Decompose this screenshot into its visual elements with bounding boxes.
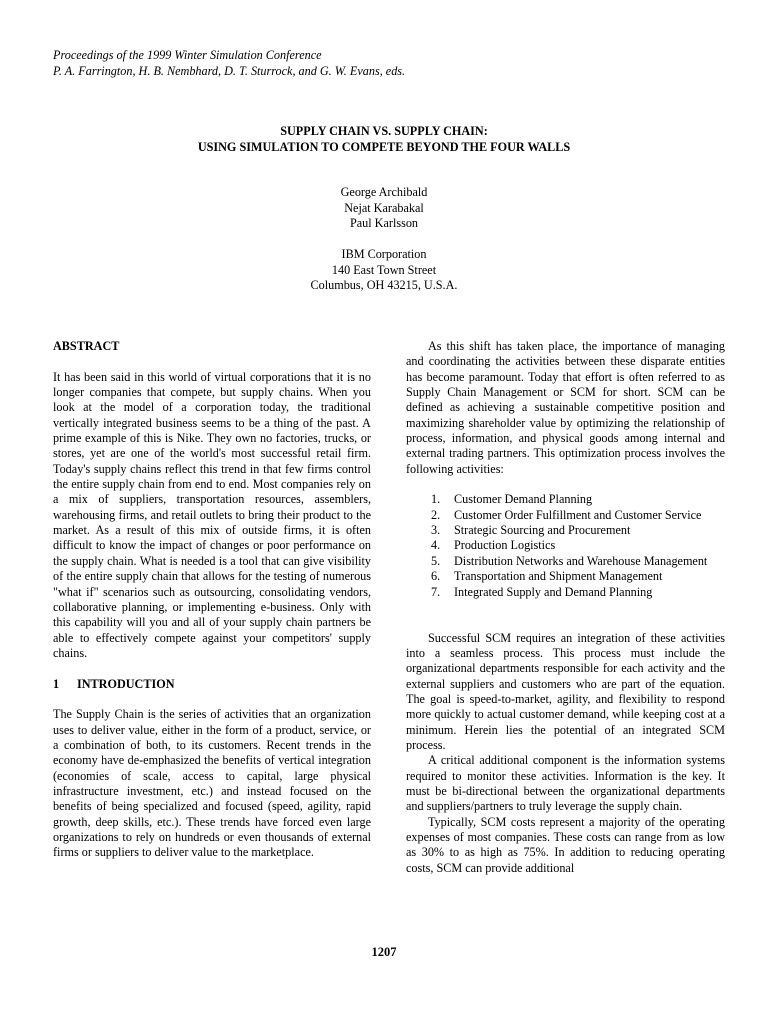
author-name: George Archibald [340, 185, 428, 199]
list-item: 6. Transportation and Shipment Management [431, 569, 663, 584]
running-header [53, 48, 405, 79]
section-title: INTRODUCTION [77, 676, 175, 691]
list-item: 2. Customer Order Fulfillment and Customer Service [431, 507, 702, 522]
paper-title [0, 123, 768, 155]
right-column [406, 339, 725, 876]
introduction-text: The Supply Chain is the series of activities that an organization uses to deliver value, either in the form of a product, service, or a combination of both, to its customers. Recent trends in the economy have de-emphasized the benefits of vertical integration (economies of scale, access to capital, large physical infrastructure investment, etc.) and instead focused on the benefits of being specialized and focused (speed, agility, rapid growth, deep skills, etc.). These trends have forced even large organizations to rely on hundreds or even thousands of external firms or suppliers to deliver value to the marketplace. [53, 707, 371, 860]
list-item: 3. Strategic Sourcing and Procurement [431, 523, 631, 538]
title-line-2: USING SIMULATION TO COMPETE BEYOND THE FOUR WALLS [197, 140, 571, 154]
list-item: 4. Production Logistics [431, 538, 556, 553]
proceedings-line: Proceedings of the 1999 Winter Simulation Conference [53, 48, 322, 62]
abstract-heading: ABSTRACT [53, 339, 120, 353]
scm-paragraph-1: As this shift has taken place, the importance of managing and coordinating the activities between these disparate entities has become paramount. Today that effort is often referred to as Supply Chain Management or SCM for short. SCM can be defined as achieving a sustainable competitive position and maximizing shareholder value by optimizing the relationship of process, information, and physical goods among internal and external trading partners. This optimization process involves the following activities: [406, 339, 725, 476]
left-column [53, 339, 371, 861]
author-list [0, 185, 768, 232]
scm-paragraph-2: Successful SCM requires an integration of these activities into a seamless process. This process must include the organizational departments responsible for each activity and the external suppliers and customers who are part of the equation. The goal is speed-to-market, agility, and flexibility to respond more quickly to actual customer demand, while keeping cost at a minimum. Herein lies the potential of an integrated SCM process. [406, 630, 725, 752]
affiliation-street: 140 East Town Street [331, 262, 437, 277]
introduction-heading [53, 677, 371, 692]
scm-paragraph-4: Typically, SCM costs represent a majority of the operating expenses of most companies. These costs can range from as low as 30% to as high as 75%. In addition to reducing operating costs, SCM can provide additional [406, 814, 725, 875]
section-number: 1 [53, 676, 60, 691]
affiliation [0, 247, 768, 294]
page-number: 1207 [371, 945, 397, 959]
list-item: 5. Distribution Networks and Warehouse Management [431, 553, 708, 568]
list-item: 7. Integrated Supply and Demand Planning [431, 584, 653, 599]
author-name: Paul Karlsson [349, 216, 419, 230]
scm-paragraph-3: A critical additional component is the information systems required to monitor these activities. Information is the key. It must be bi-directional between the organizational departments and suppliers/partners to truly leverage the supply chain. [406, 753, 725, 814]
abstract-text: It has been said in this world of virtual corporations that it is no longer companies that compete, but supply chains. When you look at the model of a corporation today, the traditional vertically integrated business seems to be a thing of the past. A prime example of this is Nike. They own no factories, trucks, or stores, yet are one of the world's most successful retail firm. Today's supply chains reflect this trend in that few firms control the entire supply chain from end to end. Most companies rely on a mix of suppliers, transportation resources, assemblers, warehousing firms, and retail outlets to bring their product to the market. As a result of this mix of outside firms, it is often difficult to know the impact of changes or poor performance on the supply chain. What is needed is a tool that can give visibility of the entire supply chain that allows for the testing of numerous "what if" scenarios such as outsourcing, consolidating vendors, collaborative planning, or implementing e-business. Only with this capability will you and all of your supply chain partners be able to effectively compete against your competitors' supply chains. [53, 369, 371, 660]
list-item: 1. Customer Demand Planning [431, 492, 593, 507]
affiliation-city: Columbus, OH 43215, U.S.A. [310, 278, 458, 292]
title-line-1: SUPPLY CHAIN VS. SUPPLY CHAIN: [280, 124, 488, 138]
affiliation-org: IBM Corporation [341, 247, 427, 261]
author-name: Nejat Karabakal [344, 200, 424, 215]
activities-list [406, 492, 725, 599]
editors-line: P. A. Farrington, H. B. Nembhard, D. T. Sturrock, and G. W. Evans, eds. [53, 63, 406, 78]
